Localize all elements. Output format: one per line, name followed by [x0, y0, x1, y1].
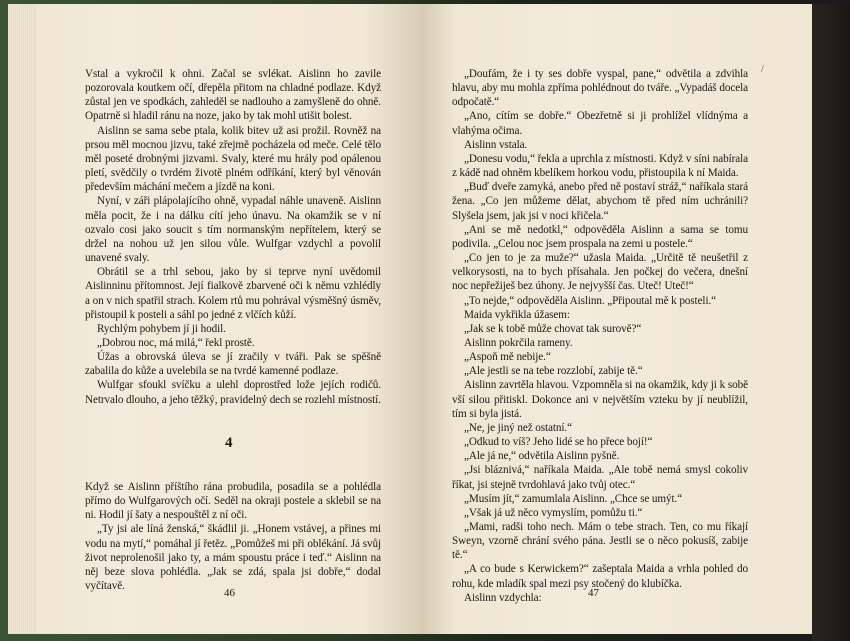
- paragraph: „Ne, je jiný než ostatní.“: [464, 421, 572, 434]
- paragraph: Maida vykřikla úžasem:: [464, 308, 570, 321]
- paragraph: „Ani se mě nedotkl,“ odpověděla Aislinn a sama se tomu podivila. „Celou noc jsem prospala na zemi u postele.“: [452, 223, 748, 250]
- paragraph: „Mami, radši toho nech. Mám o tebe strach. Ten, co mu říkají Sweyn, vzorně chrání svého pána. Jestli se o něco pokusíš, zabije tě.“: [452, 521, 748, 562]
- paragraph: „Však já už něco vymyslím, pomůžu ti.“: [464, 506, 643, 519]
- paragraph: Úžas a obrovská úleva se jí zračily v tváři. Pak se spěšně zabalila do kůže a uvelebila se na tvrdé kamenné podlaze.: [85, 351, 381, 378]
- left-page-top-text: [85, 67, 381, 407]
- paragraph: „Jak se k tobě může chovat tak surově?“: [464, 322, 642, 335]
- paragraph: „Doufám, že i ty ses dobře vyspal, pane,“ odvětila a zdvihla hlavu, aby mu mohla zpříma pohlédnout do tváře. „Vypadáš docela odpočatě.“: [452, 68, 748, 109]
- paragraph: Nyní, v záři plápolajícího ohně, vypadal náhle unaveně. Aislinn měla pocit, že i na dálku cítí jeho únavu. Na okamžik se v ní ozvalo cosi jako soucit s tím normanským nepřítelem, který se držel na nohou už jen silou vůle. Wulfgar vzdychl a povolil unavené svaly.: [85, 195, 381, 265]
- paragraph: „Musím jít,“ zamumlala Aislinn. „Chce se umýt.“: [464, 492, 683, 505]
- paragraph: Vstal a vykročil k ohni. Začal se svlékat. Aislinn ho zavile pozorovala koutkem očí, dřepěla přitom na chladné podlaze. Když zůstal jen ve spodkách, zahleděl se nadlouho a zamyšleně do ohně. Opatrně si hladil ránu na noze, jako by tak mohl utišit bolest.: [85, 68, 381, 123]
- right-page-text: [452, 67, 748, 605]
- left-page: [36, 4, 422, 634]
- paragraph: Aislinn se sama sebe ptala, kolik bitev už asi prožil. Rovněž na prsou měl mocnou jizvu, také zřejmě pocházela od meče. Celé tělo měl poseté drobnými jizvami. Svaly, které mu hrály pod opálenou pletí, svědčily o tvrdém životě plném odříkání, který byl věnován především máchání mečem a jízdě na koni.: [85, 124, 381, 194]
- paragraph: Když se Aislinn příštího rána probudila, posadila se a pohlédla přímo do Wulfgarových očí. Seděl na okraji postele a sklebil se na ni. Hodil jí šaty a nespouštěl z ní oči.: [85, 481, 381, 522]
- paragraph: Obrátil se a trhl sebou, jako by si teprve nyní uvědomil Aislinninu přítomnost. Její fialkově zbarvené oči k němu vzhlédly a on v nich spatřil strach. Kolem rtů mu pohrával výsměšný úsměv, přistoupil k posteli a sáhl po jedné z vlčích kůží.: [85, 266, 381, 321]
- paragraph: Wulfgar sfoukl svíčku a ulehl doprostřed lože jejích rodičů. Netrvalo dlouho, a jeho těžký, pravidelný dech se rozlehl místností.: [85, 379, 381, 406]
- paragraph: „Aspoň mě nebije.“: [464, 351, 551, 364]
- paragraph: Aislinn vzdychla:: [464, 591, 542, 604]
- paragraph: „To nejde,“ odpověděla Aislinn. „Připoutal mě k posteli.“: [464, 294, 717, 307]
- paragraph: „A co bude s Kerwickem?“ zašeptala Maida a vrhla pohled do rohu, kde mladík spal mezi psy stočený do klubíčka.: [452, 563, 748, 590]
- paragraph: „Co jen to je za muže?“ užasla Maida. „Určitě tě neušetřil z velkorysosti, na to bych přísahala. Jen počkej do večera, dnešní noc nepřežiješ bez úhony. Je nejvyšší čas. Uteč! Uteč!“: [452, 252, 748, 293]
- right-page: [422, 4, 812, 634]
- page-number-left: 46: [224, 587, 235, 599]
- paragraph: „Ano, cítím se dobře.“ Obezřetně si ji prohlížel vlídnýma a vlahýma očima.: [452, 110, 748, 137]
- paragraph: „Odkud to víš? Jeho lidé se ho přece bojí!“: [464, 436, 653, 449]
- paragraph: „Ty jsi ale líná ženská,“ škádlil ji. „Honem vstávej, a přines mi vodu na mytí,“ pomáhal jí řetěz. „Pomůžeš mi při oblékání. Já svůj život neprolenošil jako ty, a mám spoustu práce i teď.“ Aislinn na něj beze slova pohlédla. „Jak se zdá, spala jsi dobře,“ dodal vyčítavě.: [85, 523, 381, 593]
- paragraph: „Buď dveře zamyká, anebo před ně postaví stráž,“ naříkala stará žena. „Co jen můžeme dělat, abychom tě před ním uchránili? Slyšela jsem, jak jsi v noci křičela.“: [452, 181, 748, 222]
- chapter-number: 4: [225, 435, 233, 451]
- book-edge-right: [812, 4, 850, 641]
- paragraph: Aislinn zavrtěla hlavou. Vzpomněla si na okamžik, kdy ji k sobě vší silou přitiskl. Dokonce ani v největším vzteku by jí neublížil, tím si byla jistá.: [452, 379, 748, 420]
- paragraph: Rychlým pohybem jí ji hodil.: [97, 322, 226, 335]
- margin-mark: /: [761, 64, 764, 75]
- paragraph: „Jsi bláznivá,“ naříkala Maida. „Ale tobě nemá smysl cokoliv říkat, jsi stejně tvrdohlavá jako tvůj otec.“: [452, 464, 748, 491]
- paragraph: „Donesu vodu,“ řekla a uprchla z místnosti. Když v síni nabírala z kádě nad ohněm kbelíkem horkou vodu, přistoupila k ní Maida.: [452, 152, 748, 180]
- paragraph: Aislinn vstala.: [464, 138, 528, 151]
- paragraph: Aislinn pokrčila rameny.: [464, 336, 573, 349]
- paragraph: „Ale já ne,“ odvětila Aislinn pyšně.: [464, 450, 620, 463]
- page-number-right: 47: [588, 587, 599, 599]
- paragraph: „Dobrou noc, má milá,“ řekl prostě.: [97, 336, 255, 349]
- page-edges: [8, 4, 38, 634]
- paragraph: „Ale jestli se na tebe rozzlobí, zabije tě.“: [464, 365, 643, 378]
- left-page-bottom-text: [85, 480, 381, 593]
